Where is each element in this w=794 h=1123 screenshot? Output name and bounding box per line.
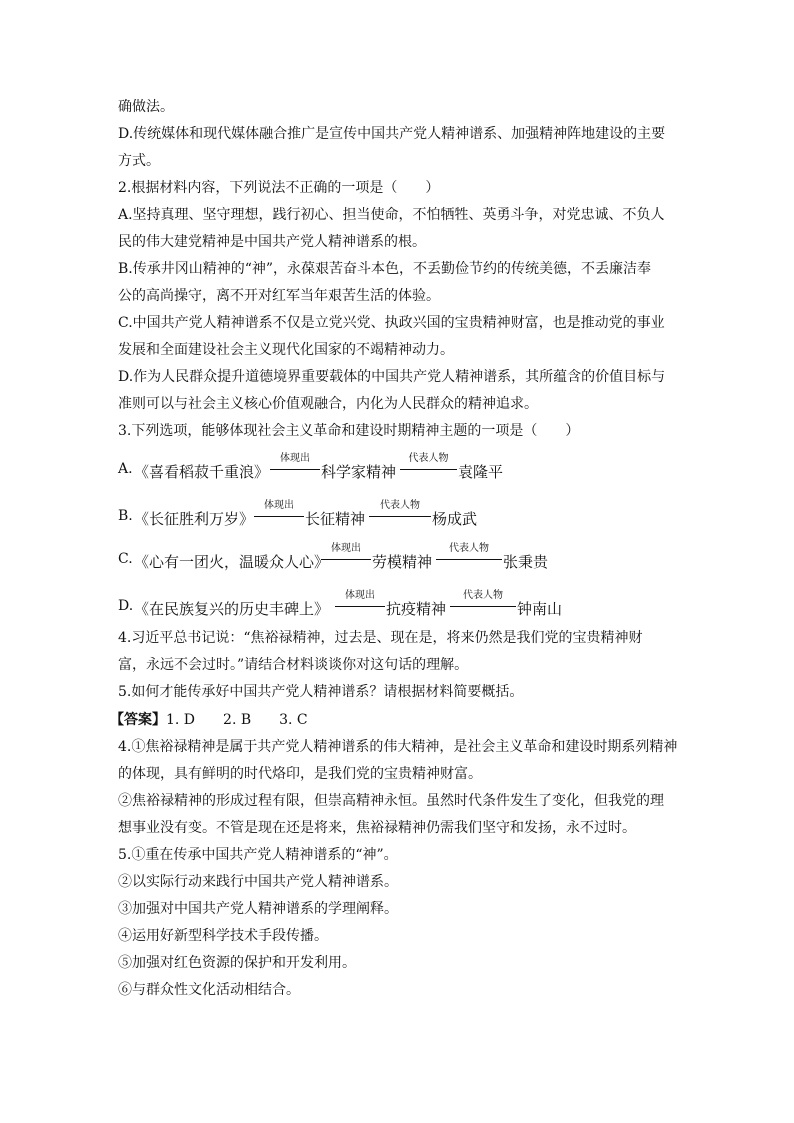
- relation-arrow: [254, 500, 304, 526]
- arrow-label: 体现出: [345, 590, 375, 601]
- arrow-label: 体现出: [264, 500, 294, 511]
- explanation-line: ②焦裕禄精神的形成过程有限，但崇高精神永恒。虽然时代条件发生了变化，但我党的理: [118, 793, 664, 809]
- option-spirit: 劳模精神: [372, 553, 433, 571]
- text-line: 公的高尚操守，离不开对红军当年艰苦生活的体验。: [118, 288, 440, 304]
- option-work: 《长征胜利万岁》: [134, 510, 255, 528]
- relation-arrow: [335, 590, 385, 616]
- option-work: 《在民族复兴的历史丰碑上》: [134, 600, 330, 618]
- arrow-label: 体现出: [280, 453, 310, 464]
- arrow-line: [369, 516, 431, 517]
- option-spirit: 科学家精神: [321, 463, 397, 481]
- arrow-label: 代表人物: [408, 453, 449, 464]
- relation-arrow: [436, 543, 502, 569]
- explanation-line: ③加强对中国共产党人精神谱系的学理阐释。: [118, 901, 398, 917]
- arrow-line: [400, 469, 457, 470]
- question-4: 4.习近平总书记说：“焦裕禄精神，过去是、现在是，将来仍然是我们党的宝贵精神财: [118, 630, 643, 646]
- option-2a: A.坚持真理、坚守理想，践行初心、担当使命，不怕牺牲、英勇斗争，对党忠诚、不负人: [118, 207, 665, 223]
- relation-arrow: [270, 453, 320, 479]
- explanation-line: 的体现，具有鲜明的时代烙印，是我们党的宝贵精神财富。: [118, 766, 482, 782]
- option-letter: A.: [118, 461, 133, 477]
- option-3d: [118, 584, 678, 618]
- relation-arrow: [450, 590, 516, 616]
- option-2c: C.中国共产党人精神谱系不仅是立党兴党、执政兴国的宝贵精神财富，也是推动党的事业: [118, 315, 665, 331]
- text-line: 民的伟大建党精神是中国共产党人精神谱系的根。: [118, 234, 426, 250]
- option-letter: B.: [118, 508, 133, 524]
- option-spirit: 长征精神: [305, 510, 366, 528]
- option-person: 杨成武: [432, 510, 478, 528]
- arrow-line: [254, 516, 304, 517]
- answer-line: [110, 710, 670, 730]
- text-line: 准则可以与社会主义核心价值观融合，内化为人民群众的精神追求。: [118, 396, 538, 412]
- explanation-line: ②以实际行动来践行中国共产党人精神谱系。: [118, 874, 398, 890]
- option-letter: C.: [118, 551, 133, 567]
- arrow-line: [335, 606, 385, 607]
- question-2: 2.根据材料内容，下列说法不正确的一项是（ ）: [118, 180, 440, 196]
- text-line: D.传统媒体和现代媒体融合推广是宣传中国共产党人精神谱系、加强精神阵地建设的主要: [118, 126, 666, 142]
- arrow-label: 体现出: [331, 543, 361, 554]
- text-line: 确做法。: [118, 99, 174, 115]
- arrow-line: [450, 606, 516, 607]
- option-person: 袁隆平: [458, 463, 504, 481]
- relation-arrow: [321, 543, 371, 569]
- relation-arrow: [400, 453, 457, 479]
- relation-arrow: [369, 500, 431, 526]
- question-5: 5.如何才能传承好中国共产党人精神谱系？请根据材料简要概括。: [118, 684, 524, 700]
- text-line: 发展和全面建设社会主义现代化国家的不竭精神动力。: [118, 342, 454, 358]
- explanation-line: ⑥与群众性文化活动相结合。: [118, 982, 300, 998]
- option-2b: B.传承井冈山精神的“神”，永葆艰苦奋斗本色，不丢勤俭节约的传统美德，不丢廉洁奉: [118, 261, 652, 277]
- option-letter: D.: [118, 598, 134, 614]
- arrow-label: 代表人物: [463, 590, 503, 601]
- option-person: 张秉贵: [503, 553, 549, 571]
- arrow-label: 代表人物: [380, 500, 420, 511]
- explanation-line: 4.①焦裕禄精神是属于共产党人精神谱系的伟大精神，是社会主义革命和建设时期系列精神: [118, 739, 678, 755]
- option-work: 《心有一团火，温暖众人心》: [134, 553, 330, 571]
- option-work: 《喜看稻菽千重浪》: [134, 463, 270, 481]
- option-person: 钟南山: [517, 600, 563, 618]
- explanation-line: 想事业没有变。不管是现在还是将来，焦裕禄精神仍需我们坚守和发扬，永不过时。: [118, 820, 636, 836]
- question-3: 3.下列选项，能够体现社会主义革命和建设时期精神主题的一项是（ ）: [118, 423, 580, 439]
- arrow-line: [436, 559, 502, 560]
- text-line: 方式。: [118, 153, 160, 169]
- option-2d: D.作为人民群众提升道德境界重要载体的中国共产党人精神谱系，其所蕴含的价值目标与: [118, 369, 666, 385]
- option-3a: [118, 447, 678, 481]
- explanation-line: ④运用好新型科学技术手段传播。: [118, 928, 328, 944]
- arrow-label: 代表人物: [449, 543, 489, 554]
- option-spirit: 抗疫精神: [386, 600, 447, 618]
- answer-heading: 【答案】: [110, 712, 166, 728]
- answer-values: 1. D 2. B 3. C: [166, 712, 308, 728]
- option-3b: [118, 494, 678, 528]
- arrow-line: [270, 469, 320, 470]
- explanation-line: 5.①重在传承中国共产党人精神谱系的“神”。: [118, 847, 398, 863]
- text-line: 富，永远不会过时。”请结合材料谈谈你对这句话的理解。: [118, 657, 469, 673]
- explanation-line: ⑤加强对红色资源的保护和开发利用。: [118, 955, 356, 971]
- option-3c: [118, 537, 678, 571]
- arrow-line: [321, 559, 371, 560]
